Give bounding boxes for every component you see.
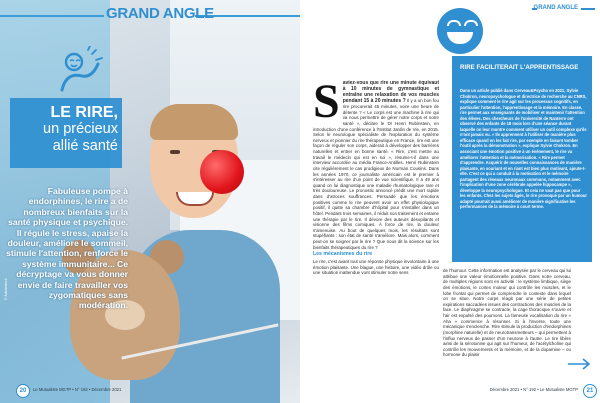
subheading: Les mécanismes du rire [313,251,373,258]
emoji-eye-right [464,20,478,26]
body-column-2: de l'humour. Cette information est analysée par le cerveau qui lui attribue une valeur émotionnelle positive. Dans notre cerveau, de multiples régions sont en activité : le système limbique, siège des émotions, le cortex moteur qui contrôle les muscles, et le lobe frontal qui permet de comprendre le contexte dans lequel on se situe. Notre corps réagit par une série de petites expirations saccadées issues des contractions des muscles de la face. Le diaphragme se contracte, la cage thoracique s'ouvre et l'air est expulsé des poumons. La fameuse vocalisation du rire « Aha » commence à résonner. Si à l'inverse, toute une mécanique s'enclenche. Rire stimule la production d'endorphines (morphine naturelle) et de neurotransmetteurs – qui permettent à l'influx nerveux de passer d'un neurone à l'autre. Le rire libère ainsi de la sérotonine qui agit sur l'humeur, de l'acétylcholine qui contrôle les mouvements et la mémoire, et de la dopamine – ou hormone du plaisir [443,268,572,358]
continue-arrow-icon [568,358,592,370]
title-line-1: LE RIRE, [50,104,118,121]
lead-paragraph: aviez-vous que rire une minute équivaut à 10 minutes de gymnastique et entraîne une relaxation de vos muscles pendant 15 à 20 minutes ? [342,80,439,104]
page-number-left: 20 [16,384,30,398]
footer-left: Le Mutualiste MGTP • N° 192 • Décembre 2021 [33,387,122,392]
child-hair-front [150,104,238,140]
right-rubric: GRAND ANGLE [533,5,578,11]
footer-right: Décembre 2021 • N° 192 • Le Mutualiste MGTP [489,387,578,392]
title-line-2: un précieux [43,121,118,137]
title-line-3: allié santé [52,138,118,154]
sidebar-title: RIRE FACILITERAIT L'APPRENTISSAGE [460,64,579,71]
laughing-person-icon [56,46,106,96]
rubric-line-end [581,8,595,10]
article-intro: Fabuleuse pompe à endorphines, le rire a de nombreux bienfaits sur la santé physique et psychique. Il régule le stress, apaise la douleur, améliore le sommeil, stimule l'attention, renforce le système immunitaire... Ce décryptage va vous donner envie de faire travailler vos zygomatiques sans modération. [6,186,128,311]
body-text-1-end: Le rire, c'est avant tout une réponse physique involontaire à une émotion plaisante. Une blague, une histoire, une vidéo drôle ou une situation inattendue vont stimuler notre sens [313,258,439,276]
sidebar-body: Dans un article publié dans Cerveau&Psycho en 2021, Sylvie Chokron, neuropsychologue et directrice de recherche au CNRS, explique comment le rire agit sur les processus cognitifs, en particulier l'attention, l'apprentissage et la mémoire. En classe, rire permet aux enseignants de mobiliser et maintenir l'attention des élèves. Des chercheurs de l'université de Nanterre ont observé des enfants de 18 mois lors d'une séance durant laquelle on leur montre comment utiliser un outil complexe qu'ils n'ont jamais vu. « Ils apprennent à l'utiliser de manière plus efficace quand on les fait rire, par exemple en faisant tomber l'outil après la démonstration », explique Sylvie Chokron. En associant une émotion positive à un événement, le rire va améliorer l'attention et la mémorisation. « Rire permet d'apprendre. Acquérir de nouvelles connaissances de manière plaisante, en souriant et en riant est bien plus motivant, ajoute-t-elle. C'est ce qui a conduit à la motivation et le mémoire partagent des réseaux neuronaux communs, notamment avec l'implication d'une zone cérébrale appelée hippocampe », développe la neuropsychologue. Et cela ne vaut pas que pour les enfants. Chez les sujets âgés, le rire provoqué par un humour adapté pourrait aussi améliorer de manière significative les performances de la mémoire à court terme. [460,88,587,210]
clown-nose-icon [200,150,244,194]
body-text-1: Il y a un bon fou rire procurerait 45 minutes, voire une heure de détente ? « Le corps est une machine à rire qui va nous permettre de gérer notre corps et notre santé », déclare le Dr Henri Rubinstein, en introduction d'une conférence à l'Institut Jardin de Vie, en 2015. Selon le neurologue spécialiste de l'exploration du système nerveux et pionnier du rire thérapeutique en France, rire est une façon de réguler son corps, aiderait à développer des barrières naturelles et entrer en bonne santé. « Rire, c'est mettre au travail le médecin qui est en soi », résume-t-il dans une interview accordée au média France-Antilles. Henri Rubinstein cite régulièrement le cas prodigieux de Norman Cousins. Dans les années 1970, ce journaliste américain est le premier à s'intéresser au rire d'un point de vue scientifique. Il a 49 ans quand on lui diagnostique une maladie rhumatologique rare et très douloureuse. Le pronostic annoncé prédit une mort rapide dans d'atroces souffrances. Persuadé que les émotions positives comme le rire peuvent avoir un effet physiologique positif, il quitte sa chambre d'hôpital pour s'installer dans un hôtel. Pendant trois semaines, il réduit son traitement et entame une thérapie par le rire. Il dévore des auteurs désopilants et visionne des films comiques. À force de rire, la douleur s'amenuise. Au bout de quelques mois, les résultats sont stupéfiants : son état de santé s'améliore. Mais alors, comment peut-on se soigner par le rire ? Que nous dit la science sur les bienfaits thérapeutiques du rire ? [313,98,439,250]
emoji-eye-left [447,20,461,26]
photo-credit: © Adobestock [4,278,8,300]
rubric-line-left [0,15,104,17]
article-title [14,104,118,155]
page-number-right: 21 [583,384,597,398]
section-rubric: GRAND ANGLE [106,5,214,22]
child-eye-left [170,150,180,154]
laughing-emoji-icon [437,8,483,54]
drop-cap: S [313,75,340,128]
right-page [300,0,600,403]
body-column-1 [313,75,439,276]
